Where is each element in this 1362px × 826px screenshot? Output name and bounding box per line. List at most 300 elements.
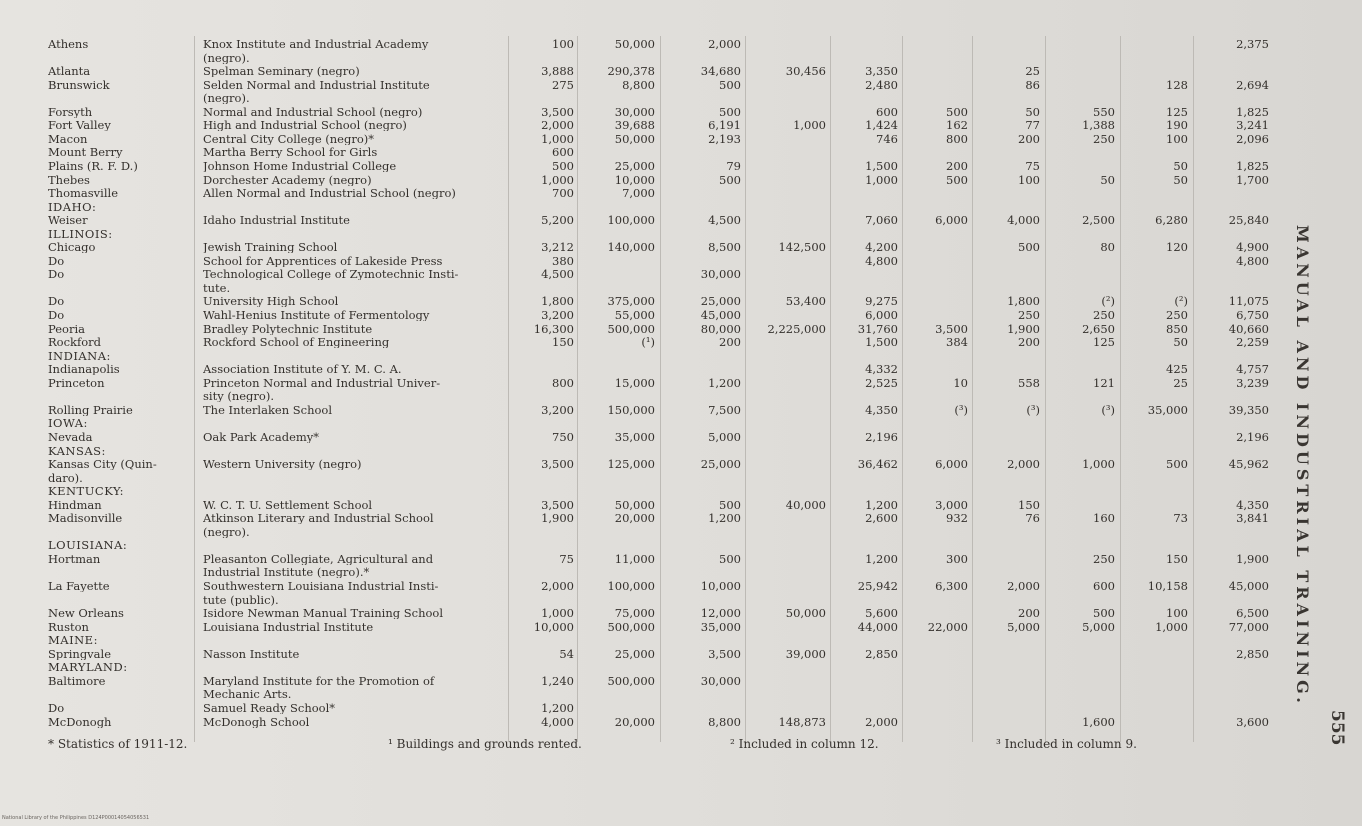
value-cell: 55,000 (614, 309, 655, 321)
value-cell: 150 (1018, 498, 1040, 511)
value-cell: (²) (1174, 295, 1188, 308)
institution-cell: Rockford School of Engineering (203, 336, 390, 349)
value-cell: 77 (1025, 119, 1040, 132)
location-cell: Do (48, 701, 65, 714)
table-row (0, 404, 1300, 416)
value-cell: 3,600 (1236, 715, 1269, 728)
institution-cell: Oak Park Academy* (203, 430, 320, 443)
value-cell: 300 (946, 552, 968, 565)
table-row (0, 38, 1300, 50)
institution-cell: Johnson Home Industrial College (203, 159, 397, 172)
institution-cell: Spelman Seminary (negro) (203, 65, 360, 78)
value-cell: 45,000 (700, 309, 741, 321)
table-row (0, 648, 1300, 660)
value-cell: 25,840 (1228, 214, 1269, 227)
value-cell: 2,480 (865, 78, 898, 91)
value-cell: 2,650 (1082, 322, 1115, 335)
value-cell: 6,300 (935, 580, 968, 592)
institution-cell: tute (public). (203, 593, 279, 606)
value-cell: 75,000 (614, 607, 655, 620)
institution-cell: Technological College of Zymotechnic Insti- (203, 268, 459, 281)
value-cell: 275 (552, 78, 574, 91)
value-cell: 3,500 (541, 105, 574, 118)
value-cell: 162 (946, 119, 968, 132)
value-cell: 500 (1018, 241, 1040, 254)
table-row (0, 363, 1300, 375)
value-cell: 375,000 (607, 295, 655, 308)
value-cell: 3,239 (1236, 376, 1269, 389)
value-cell: 140,000 (607, 241, 655, 254)
value-cell: 22,000 (927, 620, 968, 633)
value-cell: 200 (1018, 132, 1040, 145)
value-cell: 6,000 (935, 458, 968, 471)
value-cell: 1,240 (541, 674, 574, 687)
footnotes (48, 737, 1248, 753)
value-cell: 100,000 (607, 214, 655, 227)
value-cell: 190 (1166, 119, 1188, 132)
value-cell: 44,000 (857, 620, 898, 633)
location-cell: Hindman (48, 498, 102, 511)
value-cell: 200 (946, 159, 968, 172)
value-cell: 500 (946, 173, 968, 186)
table-row (0, 92, 1300, 104)
value-cell: 7,000 (622, 187, 655, 200)
value-cell: 12,000 (700, 607, 741, 620)
value-cell: 20,000 (614, 715, 655, 728)
value-cell: 3,500 (708, 647, 741, 660)
location-cell: Kansas City (Quin- (48, 458, 157, 471)
value-cell: 1,900 (541, 512, 574, 525)
value-cell: 500 (1166, 458, 1188, 471)
page-number: 555 (1327, 710, 1347, 746)
location-cell: KENTUCKY: (48, 485, 125, 498)
value-cell: 1,000 (793, 119, 826, 132)
table-row (0, 377, 1300, 389)
value-cell: 550 (1093, 105, 1115, 118)
value-cell: 1,200 (865, 552, 898, 565)
value-cell: 39,688 (614, 119, 655, 132)
value-cell: 1,000 (1082, 458, 1115, 471)
table-row (0, 79, 1300, 91)
value-cell: 8,800 (622, 78, 655, 91)
value-cell: 250 (1018, 309, 1040, 321)
location-cell: Thebes (48, 173, 90, 186)
location-cell: ILLINOIS: (48, 227, 113, 240)
location-cell: Do (48, 268, 65, 281)
table-row (0, 282, 1300, 294)
value-cell: 30,000 (700, 674, 741, 687)
location-cell: Macon (48, 132, 88, 145)
value-cell: 600 (552, 146, 574, 159)
value-cell: 500 (719, 498, 741, 511)
institution-cell: Association Institute of Y. M. C. A. (203, 363, 402, 376)
value-cell: 4,500 (708, 214, 741, 227)
value-cell: 500,000 (607, 674, 655, 687)
table-row (0, 702, 1300, 714)
location-cell: Baltimore (48, 674, 106, 687)
institution-cell: Dorchester Academy (negro) (203, 173, 372, 186)
value-cell: 3,500 (541, 498, 574, 511)
value-cell: 2,375 (1236, 38, 1269, 50)
value-cell: 4,800 (865, 254, 898, 267)
table-row (0, 52, 1300, 64)
location-cell: Hortman (48, 552, 101, 565)
value-cell: 5,000 (708, 430, 741, 443)
value-cell: 4,000 (1007, 214, 1040, 227)
value-cell: 25 (1025, 65, 1040, 78)
value-cell: 34,680 (700, 65, 741, 78)
footnote: ³ Included in column 9. (996, 737, 1137, 751)
institution-cell: Knox Institute and Industrial Academy (203, 38, 429, 50)
value-cell: 2,600 (865, 512, 898, 525)
value-cell: 50 (1025, 105, 1040, 118)
table-row (0, 716, 1300, 728)
value-cell: 2,000 (865, 715, 898, 728)
value-cell: 2,196 (1236, 430, 1269, 443)
value-cell: 30,000 (614, 105, 655, 118)
value-cell: 4,350 (865, 403, 898, 416)
value-cell: 150 (1166, 552, 1188, 565)
value-cell: 8,800 (708, 715, 741, 728)
value-cell: 2,850 (865, 647, 898, 660)
value-cell: 1,200 (865, 498, 898, 511)
value-cell: 6,750 (1236, 309, 1269, 321)
value-cell: 50,000 (614, 132, 655, 145)
value-cell: 50,000 (785, 607, 826, 620)
value-cell: 500 (1093, 607, 1115, 620)
value-cell: 54 (559, 647, 574, 660)
value-cell: 121 (1093, 376, 1115, 389)
table-row (0, 472, 1300, 484)
value-cell: 39,000 (785, 647, 826, 660)
institution-cell: Louisiana Industrial Institute (203, 620, 374, 633)
value-cell: 4,350 (1236, 498, 1269, 511)
institution-cell: Southwestern Louisiana Industrial Insti- (203, 580, 439, 592)
location-cell: Madisonville (48, 512, 123, 525)
table-row (0, 119, 1300, 131)
table-row (0, 688, 1300, 700)
location-cell: Plains (R. F. D.) (48, 159, 138, 172)
value-cell: 15,000 (614, 376, 655, 389)
table-row (0, 390, 1300, 402)
state-heading-row (0, 350, 1300, 362)
value-cell: 53,400 (785, 295, 826, 308)
value-cell: 80 (1100, 241, 1115, 254)
institution-cell: Western University (negro) (203, 458, 362, 471)
location-cell: Ruston (48, 620, 89, 633)
value-cell: 5,600 (865, 607, 898, 620)
state-heading-row (0, 661, 1300, 673)
value-cell: 128 (1166, 78, 1188, 91)
value-cell: 425 (1166, 363, 1188, 376)
value-cell: 25,000 (614, 159, 655, 172)
value-cell: 2,000 (708, 38, 741, 50)
value-cell: 4,900 (1236, 241, 1269, 254)
value-cell: 160 (1093, 512, 1115, 525)
value-cell: 3,212 (541, 241, 574, 254)
value-cell: 39,350 (1228, 403, 1269, 416)
state-heading-row (0, 485, 1300, 497)
institution-cell: Martha Berry School for Girls (203, 146, 378, 159)
value-cell: 1,000 (1155, 620, 1188, 633)
value-cell: 50 (1100, 173, 1115, 186)
value-cell: 3,500 (935, 322, 968, 335)
value-cell: 558 (1018, 376, 1040, 389)
value-cell: 2,225,000 (767, 322, 826, 335)
institution-cell: (negro). (203, 525, 250, 538)
location-cell: MARYLAND: (48, 661, 128, 674)
value-cell: 35,000 (614, 430, 655, 443)
value-cell: 380 (552, 254, 574, 267)
value-cell: 250 (1093, 132, 1115, 145)
location-cell: Princeton (48, 376, 105, 389)
value-cell: 3,841 (1236, 512, 1269, 525)
state-heading-row (0, 634, 1300, 646)
institution-cell: University High School (203, 295, 339, 308)
value-cell: 1,900 (1236, 552, 1269, 565)
value-cell: 10 (953, 376, 968, 389)
institution-cell: Isidore Newman Manual Training School (203, 607, 443, 620)
location-cell: LOUISIANA: (48, 539, 128, 552)
table-row (0, 174, 1300, 186)
value-cell: 5,200 (541, 214, 574, 227)
table-row (0, 594, 1300, 606)
table-row (0, 323, 1300, 335)
institution-cell: Central City College (negro)* (203, 132, 374, 145)
institution-cell: (negro). (203, 51, 250, 64)
value-cell: 500 (719, 78, 741, 91)
value-cell: 1,800 (541, 295, 574, 308)
value-cell: 500,000 (607, 620, 655, 633)
value-cell: 125 (1166, 105, 1188, 118)
value-cell: 35,000 (700, 620, 741, 633)
value-cell: 1,200 (708, 376, 741, 389)
table-row (0, 431, 1300, 443)
location-cell: KANSAS: (48, 444, 106, 457)
table-row (0, 255, 1300, 267)
value-cell: 50 (1173, 336, 1188, 349)
table-row (0, 65, 1300, 77)
value-cell: 5,000 (1082, 620, 1115, 633)
value-cell: 10,158 (1147, 580, 1188, 592)
institution-cell: Industrial Institute (negro).* (203, 566, 370, 579)
value-cell: 600 (876, 105, 898, 118)
value-cell: 384 (946, 336, 968, 349)
value-cell: 2,500 (1082, 214, 1115, 227)
value-cell: (¹) (641, 336, 655, 349)
institution-cell: Wahl-Henius Institute of Fermentology (203, 309, 430, 321)
location-cell: Rolling Prairie (48, 403, 133, 416)
value-cell: 79 (726, 159, 741, 172)
value-cell: 1,000 (541, 173, 574, 186)
value-cell: 2,193 (708, 132, 741, 145)
value-cell: 6,000 (935, 214, 968, 227)
table-row (0, 621, 1300, 633)
table-row (0, 675, 1300, 687)
value-cell: 3,200 (541, 309, 574, 321)
institution-cell: Jewish Training School (203, 241, 338, 254)
state-heading-row (0, 228, 1300, 240)
value-cell: 9,275 (865, 295, 898, 308)
location-cell: IDAHO: (48, 200, 97, 213)
value-cell: 80,000 (700, 322, 741, 335)
value-cell: 40,660 (1228, 322, 1269, 335)
institution-cell: W. C. T. U. Settlement School (203, 498, 373, 511)
value-cell: 2,694 (1236, 78, 1269, 91)
value-cell: 200 (719, 336, 741, 349)
location-cell: Fort Valley (48, 119, 111, 132)
institution-cell: Idaho Industrial Institute (203, 214, 350, 227)
table-row (0, 499, 1300, 511)
value-cell: 8,500 (708, 241, 741, 254)
value-cell: 2,000 (1007, 458, 1040, 471)
value-cell: 500,000 (607, 322, 655, 335)
value-cell: 6,500 (1236, 607, 1269, 620)
institution-cell: (negro). (203, 92, 250, 105)
table-row (0, 160, 1300, 172)
table-row (0, 607, 1300, 619)
value-cell: 77,000 (1228, 620, 1269, 633)
location-cell: Rockford (48, 336, 102, 349)
table-row (0, 146, 1300, 158)
value-cell: 100 (1166, 607, 1188, 620)
value-cell: 125,000 (607, 458, 655, 471)
value-cell: 500 (719, 552, 741, 565)
value-cell: 700 (552, 187, 574, 200)
institution-cell: McDonogh School (203, 715, 310, 728)
value-cell: 1,500 (865, 159, 898, 172)
value-cell: 10,000 (533, 620, 574, 633)
value-cell: 73 (1173, 512, 1188, 525)
institution-cell: Selden Normal and Industrial Institute (203, 78, 430, 91)
table-row (0, 458, 1300, 470)
institution-cell: Maryland Institute for the Promotion of (203, 674, 435, 687)
value-cell: 850 (1166, 322, 1188, 335)
value-cell: 148,873 (778, 715, 826, 728)
location-cell: daro). (48, 471, 83, 484)
value-cell: 1,388 (1082, 119, 1115, 132)
institution-cell: Allen Normal and Industrial School (negro) (203, 187, 456, 200)
value-cell: 150 (552, 336, 574, 349)
value-cell: 500 (946, 105, 968, 118)
value-cell: 30,000 (700, 268, 741, 281)
value-cell: 11,075 (1228, 295, 1269, 308)
value-cell: 45,962 (1228, 458, 1269, 471)
value-cell: 4,500 (541, 268, 574, 281)
value-cell: 800 (946, 132, 968, 145)
value-cell: 500 (719, 173, 741, 186)
value-cell: 25,000 (700, 458, 741, 471)
location-cell: Nevada (48, 430, 93, 443)
value-cell: 2,259 (1236, 336, 1269, 349)
location-cell: Forsyth (48, 105, 93, 118)
location-cell: Peoria (48, 322, 85, 335)
value-cell: 4,332 (865, 363, 898, 376)
table-row (0, 133, 1300, 145)
value-cell: 3,888 (541, 65, 574, 78)
location-cell: Weiser (48, 214, 88, 227)
value-cell: 4,757 (1236, 363, 1269, 376)
institution-cell: School for Apprentices of Lakeside Press (203, 254, 443, 267)
location-cell: Mount Berry (48, 146, 123, 159)
value-cell: 11,000 (614, 552, 655, 565)
value-cell: 20,000 (614, 512, 655, 525)
value-cell: 142,500 (778, 241, 826, 254)
value-cell: 3,500 (541, 458, 574, 471)
institution-cell: Samuel Ready School* (203, 701, 336, 714)
running-head: MANUAL AND INDUSTRIAL TRAINING. (1293, 225, 1312, 707)
table-row (0, 106, 1300, 118)
value-cell: 1,600 (1082, 715, 1115, 728)
value-cell: 1,900 (1007, 322, 1040, 335)
value-cell: 600 (1093, 580, 1115, 592)
value-cell: 2,000 (541, 119, 574, 132)
location-cell: Athens (48, 38, 89, 50)
value-cell: 76 (1025, 512, 1040, 525)
value-cell: 50 (1173, 173, 1188, 186)
table-row (0, 295, 1300, 307)
location-cell: Indianapolis (48, 363, 120, 376)
state-heading-row (0, 201, 1300, 213)
location-cell: Springvale (48, 647, 112, 660)
state-heading-row (0, 445, 1300, 457)
institution-cell: Mechanic Arts. (203, 688, 292, 701)
value-cell: 25,000 (700, 295, 741, 308)
value-cell: 1,000 (541, 607, 574, 620)
institution-cell: Normal and Industrial School (negro) (203, 105, 423, 118)
institution-cell: sity (negro). (203, 390, 274, 403)
value-cell: 500 (552, 159, 574, 172)
value-cell: 4,200 (865, 241, 898, 254)
value-cell: (²) (1101, 295, 1115, 308)
value-cell: 40,000 (785, 498, 826, 511)
table-row (0, 512, 1300, 524)
state-heading-row (0, 539, 1300, 551)
value-cell: 1,200 (541, 701, 574, 714)
location-cell: INDIANA: (48, 349, 111, 362)
value-cell: 1,800 (1007, 295, 1040, 308)
value-cell: 30,456 (785, 65, 826, 78)
value-cell: 100 (1018, 173, 1040, 186)
value-cell: 2,525 (865, 376, 898, 389)
value-cell: 3,350 (865, 65, 898, 78)
value-cell: 75 (1025, 159, 1040, 172)
location-cell: Do (48, 309, 65, 321)
value-cell: 1,200 (708, 512, 741, 525)
value-cell: 1,424 (865, 119, 898, 132)
footnote: * Statistics of 1911-12. (48, 737, 188, 751)
value-cell: 1,825 (1236, 105, 1269, 118)
value-cell: 7,060 (865, 214, 898, 227)
table-row (0, 553, 1300, 565)
library-watermark: National Library of the Philippines D124P00014054056531 (2, 815, 150, 821)
value-cell: 200 (1018, 336, 1040, 349)
table-row (0, 187, 1300, 199)
institution-cell: The Interlaken School (203, 403, 333, 416)
value-cell: 50 (1173, 159, 1188, 172)
value-cell: (³) (1101, 403, 1115, 416)
value-cell: 3,200 (541, 403, 574, 416)
value-cell: 3,000 (935, 498, 968, 511)
value-cell: 746 (876, 132, 898, 145)
location-cell: Chicago (48, 241, 96, 254)
value-cell: 1,700 (1236, 173, 1269, 186)
institution-cell: Nasson Institute (203, 647, 300, 660)
value-cell: 4,800 (1236, 254, 1269, 267)
value-cell: 50,000 (614, 38, 655, 50)
location-cell: MAINE: (48, 634, 98, 647)
table-row (0, 241, 1300, 253)
